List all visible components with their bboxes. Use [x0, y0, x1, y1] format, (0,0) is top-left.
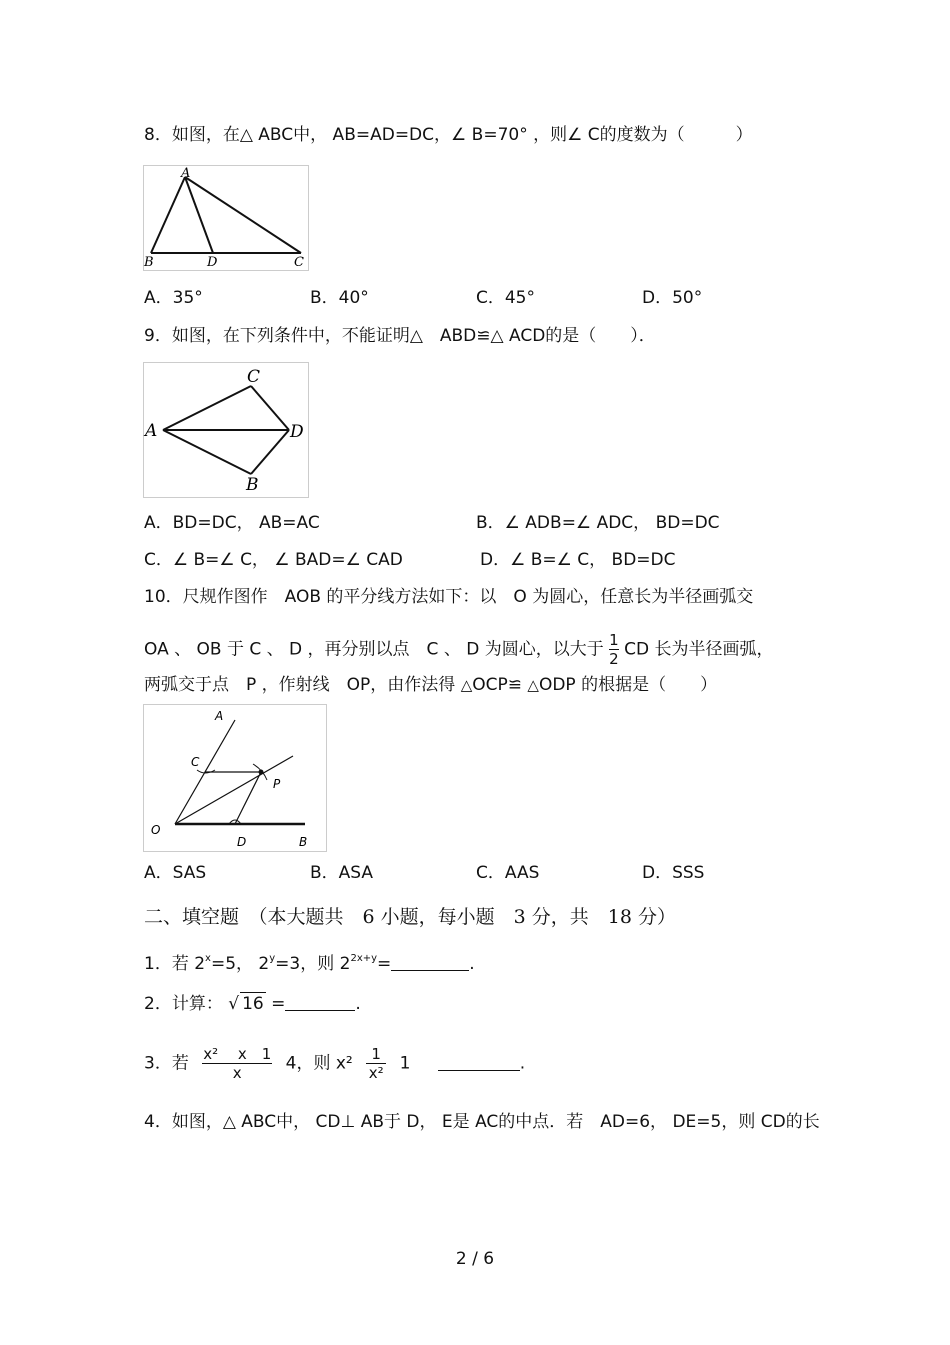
f2-period: .: [355, 994, 361, 1014]
q10-label-p: P: [273, 777, 281, 791]
q10-label-d: D: [237, 835, 247, 849]
q9-text: 9．如图，在下列条件中，不能证明△ ABD≌△ ACD的是（ ）．: [144, 326, 656, 346]
q9-option-b: B．∠ ADB=∠ ADC， BD=DC: [476, 513, 720, 533]
fraction-numerator: 1: [609, 631, 619, 649]
q10-option-c: C．AAS: [476, 863, 540, 883]
q10-line2-b: CD 长为半径画弧，: [624, 639, 774, 660]
page-number: 2 / 6: [455, 1249, 495, 1269]
f1-mid1: =5， 2: [210, 954, 270, 974]
f1-period: .: [469, 954, 475, 974]
f3-fraction-1: [202, 1046, 272, 1081]
q10-label-b: B: [299, 835, 308, 849]
q10-line3-b: OCP≌: [472, 675, 522, 695]
f1-exponent-x: x: [205, 953, 211, 964]
f3-mid: 4，则 x²: [285, 1053, 353, 1074]
answer-blank: [438, 1054, 520, 1071]
triangle-symbol-icon: △: [460, 676, 473, 694]
q10-figure: [143, 704, 327, 852]
f1-exponent-2x-y: 2x+y: [350, 953, 378, 964]
q10-line2: [144, 632, 773, 667]
q9-option-d: D．∠ B=∠ C， BD=DC: [480, 550, 676, 570]
q8-text: 8．如图，在△ ABC中， AB=AD=DC，∠ B=70° ，则∠ C的度数为（ ）: [144, 125, 753, 145]
f2-equals: =: [271, 994, 286, 1014]
fraction-denominator: x: [232, 1064, 242, 1082]
f2-radicand: 16: [242, 994, 264, 1014]
f1-pre: 1．若 2: [144, 954, 206, 974]
sqrt-icon: √: [228, 994, 240, 1014]
f3-period: .: [519, 1053, 526, 1074]
f3-pre: 3．若: [144, 1053, 189, 1074]
f1-line: [144, 948, 475, 975]
q9-label-a: A: [145, 421, 158, 441]
q10-line1: 10．尺规作图作 AOB 的平分线方法如下：以 O 为圆心，任意长为半径画弧交: [144, 587, 754, 607]
q10-label-o: O: [151, 823, 161, 837]
f1-exponent-y: y: [269, 953, 276, 964]
q8-option-d: D．50°: [642, 288, 703, 308]
section-heading: 二、填空题 （本大题共 6 小题，每小题 3 分，共 18 分）: [144, 906, 676, 928]
fraction-denominator: 2: [609, 650, 619, 668]
q8-label-c: C: [294, 255, 304, 270]
answer-blank: [391, 954, 469, 971]
q8-option-a: A．35°: [144, 288, 203, 308]
q9-label-b: B: [246, 475, 259, 495]
f1-mid2: =3，则 2: [275, 954, 351, 974]
q10-option-a: A．SAS: [144, 863, 207, 883]
q10-line2-a: OA 、 OB 于 C 、 D ，再分别以点 C 、 D 为圆心，以大于: [144, 639, 604, 660]
fraction-numerator: 1: [371, 1045, 381, 1063]
f1-equals: =: [377, 954, 392, 974]
triangle-symbol-icon: △: [527, 676, 539, 694]
q8-label-b: B: [144, 255, 154, 270]
f3-tail: 1: [399, 1053, 411, 1074]
f2-pre: 2．计算：: [144, 994, 223, 1014]
f4-text: 4．如图，△ ABC中， CD⊥ AB于 D， E是 AC的中点．若 AD=6， DE=5，则 CD的长: [144, 1112, 820, 1132]
q8-label-a: A: [181, 166, 191, 181]
q9-option-a: A．BD=DC， AB=AC: [144, 513, 320, 533]
q9-figure: [143, 362, 309, 498]
q10-line3-c: ODP 的根据是（ ）: [538, 675, 718, 695]
f3-fraction-2: [366, 1046, 386, 1081]
q8-option-c: C．45°: [476, 288, 536, 308]
q8-option-b: B．40°: [310, 288, 369, 308]
q8-label-d: D: [207, 255, 218, 270]
fraction-numerator: x² x 1: [203, 1045, 272, 1063]
answer-blank: [285, 994, 355, 1011]
q10-option-b: B．ASA: [310, 863, 374, 883]
f3-line: [144, 1046, 525, 1081]
q10-label-a: A: [215, 709, 224, 723]
q9-option-c: C．∠ B=∠ C， ∠ BAD=∠ CAD: [144, 550, 403, 570]
q10-line3: [144, 674, 717, 696]
q10-half-fraction: [609, 632, 619, 667]
q9-label-c: C: [247, 367, 261, 387]
q10-option-d: D．SSS: [642, 863, 705, 883]
q9-label-d: D: [290, 422, 304, 442]
q10-line3-a: 两弧交于点 P ，作射线 OP，由作法得: [144, 675, 456, 695]
q8-figure: [143, 165, 309, 271]
f2-line: [144, 992, 361, 1015]
q10-label-c: C: [191, 755, 200, 769]
fraction-denominator: x²: [368, 1064, 384, 1082]
